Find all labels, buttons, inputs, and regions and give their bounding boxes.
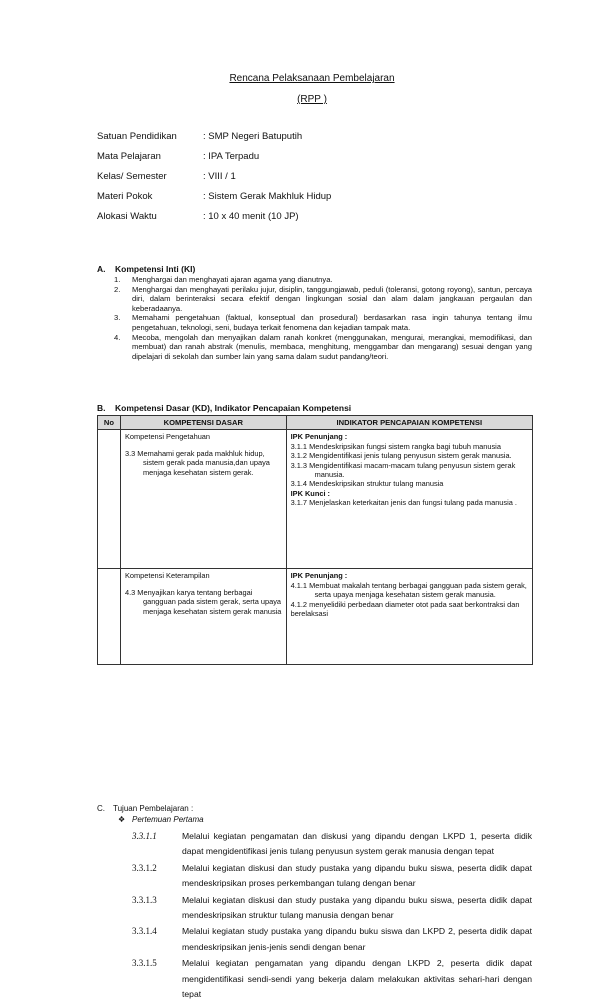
section-title: Tujuan Pembelajaran : [113, 804, 194, 813]
diamond-bullet-icon: ❖ [118, 815, 126, 824]
table-cell-kd [120, 569, 286, 665]
objective-text: Melalui kegiatan study pustaka yang dipandu buku siswa dan LKPD 2, peserta didik dapat mendeskripsikan jenis-jenis sendi dengan benar [182, 926, 532, 952]
list-item-number: 2. [114, 284, 121, 294]
meeting-title: Pertemuan Pertama [132, 815, 204, 824]
identity-label: Materi Pokok [97, 191, 153, 202]
list-item [132, 861, 532, 892]
objective-code: 3.3.1.4 [132, 926, 157, 937]
objective-text: Melalui kegiatan pengamatan dan diskusi yang dipandu dengan LKPD 1, peserta didik dapat mengidentifikasi jenis tulang penyusun system gerak manusia dengan tepat [182, 831, 532, 857]
document-subtitle: (RPP ) [297, 94, 327, 105]
ipk-item: 3.1.3 Mengidentifikasi macam-macam tulang penyusun sistem gerak manusia. [290, 460, 516, 480]
objective-text: Melalui kegiatan diskusi dan study pustaka yang dipandu buku siswa, peserta didik dapat mendeskripsikan proses perkembangan tulang dengan benar [182, 862, 532, 889]
meeting-heading [118, 815, 204, 824]
table-cell-ipk [286, 430, 532, 569]
kd-category: Kompetensi Keterampilan [124, 571, 210, 581]
ipk-item: 3.1.2 Mengidentifikasi jenis tulang penyusun sistem gerak manusia. [290, 451, 512, 461]
table-row [98, 569, 533, 665]
objective-code: 3.3.1.1 [132, 831, 157, 841]
list-item [112, 333, 532, 362]
list-item-number: 4. [114, 332, 121, 342]
kd-category: Kompetensi Pengetahuan [124, 432, 211, 442]
kd-table [97, 415, 533, 665]
table-row [98, 430, 533, 569]
list-item [112, 285, 532, 314]
objective-code: 3.3.1.5 [132, 958, 157, 969]
ipk-item: 4.1.2 menyelidiki perbedaan diameter otot pada saat berkontraksi dan berelaksasi [290, 599, 520, 619]
list-item-text: Mecoba, mengolah dan menyajikan dalam ranah konkret (menggunakan, mengurai, merangkai, memodifikasi, dan membuat) dan ranah abstrak (menulis, membaca, menghitung, menggambar dan mengarang) sesuai dengan yang dipelajari di sekolah dan sumber lain yang sama dalam sudut pandang/teori. [132, 332, 532, 361]
identity-label: Mata Pelajaran [97, 151, 161, 162]
identity-label: Alokasi Waktu [97, 211, 157, 222]
table-cell-kd [120, 430, 286, 569]
list-item [132, 956, 532, 1002]
list-item-text: Menghargai dan menghayati perilaku jujur, disiplin, tanggungjawab, peduli (toleransi, gotong royong), santun, percaya diri, dalam berinteraksi secara efektif dengan lingkungan sosial dan alam dalam jangkauan pergaulan dan keberadaanya. [132, 284, 532, 313]
ipk-item: 3.1.7 Menjelaskan keterkaitan jenis dan fungsi tulang pada manusia . [290, 498, 517, 508]
section-letter: A. [97, 264, 106, 274]
objectives-list [132, 829, 532, 1003]
list-item [112, 275, 532, 285]
section-c-heading [97, 804, 193, 813]
objective-code: 3.3.1.2 [132, 862, 157, 873]
section-a-heading [97, 264, 195, 274]
list-item [132, 893, 532, 924]
list-item [132, 829, 532, 860]
ipk-group-heading: IPK Kunci : [290, 488, 331, 498]
objective-code: 3.3.1.3 [132, 894, 157, 905]
table-cell-no [98, 569, 121, 665]
ipk-group-heading: IPK Penunjang : [290, 571, 348, 581]
ipk-item: 4.1.1 Membuat makalah tentang berbagai gangguan pada sistem gerak, serta upaya menjaga kesehatan sistem gerak manusia. [290, 580, 527, 600]
list-item-text: Memahami pengetahuan (faktual, konseptual dan prosedural) berdasarkan rasa ingin tahunya tentang ilmu pengetahuan, teknologi, seni, budaya terkait fenomena dan kejadian tampak mata. [132, 313, 532, 332]
list-item-number: 1. [114, 275, 121, 284]
identity-value: : IPA Terpadu [203, 151, 260, 162]
identity-value: : 10 x 40 menit (10 JP) [203, 211, 299, 222]
section-title: Kompetensi Dasar (KD), Indikator Pencapaian Kompetensi [115, 403, 352, 413]
list-item-text: Menghargai dan menghayati ajaran agama yang dianutnya. [132, 275, 333, 284]
section-letter: C. [97, 804, 105, 813]
ipk-group-heading: IPK Penunjang : [290, 432, 348, 442]
identity-value: : VIII / 1 [203, 171, 236, 182]
document-title: Rencana Pelaksanaan Pembelajaran [229, 73, 395, 84]
column-header-ipk: INDIKATOR PENCAPAIAN KOMPETENSI [286, 416, 532, 430]
identity-value: : SMP Negeri Batuputih [203, 131, 303, 142]
table-cell-ipk [286, 569, 532, 665]
list-item [112, 313, 532, 332]
ipk-item: 3.1.1 Mendeskripsikan fungsi sistem rangka bagi tubuh manusia [290, 441, 501, 451]
objective-text: Melalui kegiatan pengamatan yang dipandu dengan LKPD 2, peserta didik dapat mengidentifikasi sendi-sendi yang bekerja dalam melakukan aktivitas sehari-hari dengan tepat [182, 958, 532, 1000]
identity-label: Kelas/ Semester [97, 171, 167, 182]
list-item-number: 3. [114, 313, 121, 323]
column-header-no: No [98, 416, 121, 430]
ipk-item: 3.1.4 Mendeskripsikan struktur tulang manusia [290, 479, 444, 489]
table-cell-no [98, 430, 121, 569]
section-b-heading [97, 403, 351, 413]
objective-text: Melalui kegiatan diskusi dan study pustaka yang dipandu buku siswa, peserta didik dapat mendeskripsikan struktur tulang manusia dengan benar [182, 894, 532, 921]
section-letter: B. [97, 403, 106, 413]
kd-statement: 3.3 Memahami gerak pada makhluk hidup, sistem gerak pada manusia,dan upaya menjaga kesehatan sistem gerak. [124, 448, 270, 477]
section-title: Kompetensi Inti (KI) [115, 264, 196, 274]
identity-value: : Sistem Gerak Makhluk Hidup [203, 191, 332, 202]
ki-list [112, 275, 532, 361]
list-item [132, 924, 532, 955]
table-header-row [98, 416, 533, 430]
kd-statement: 4.3 Menyajikan karya tentang berbagai gangguan pada sistem gerak, serta upaya menjaga kesehatan sistem gerak manusia [124, 587, 282, 616]
column-header-kd: KOMPETENSI DASAR [120, 416, 286, 430]
identity-label: Satuan Pendidikan [97, 131, 177, 142]
